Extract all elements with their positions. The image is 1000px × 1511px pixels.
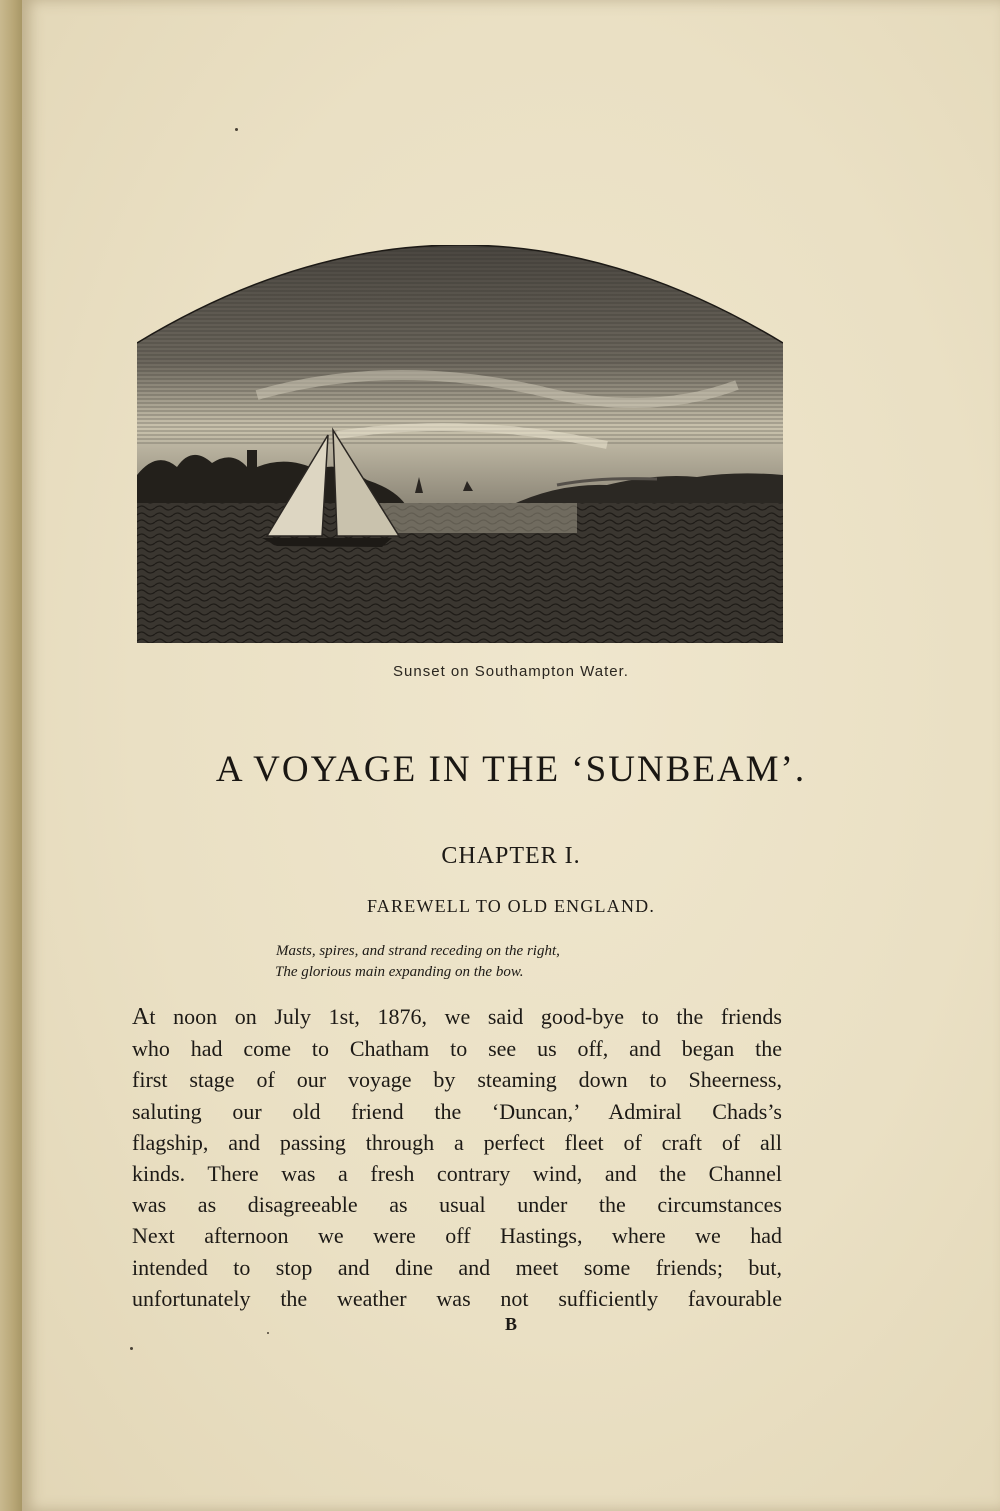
book-title: A VOYAGE IN THE ‘SUNBEAM’. (215, 749, 807, 790)
paper-speck (235, 128, 238, 131)
body-line: saluting our old friend the ‘Duncan,’ Admiral Chads’s (132, 1098, 782, 1124)
body-line: unfortunately the weather was not sufficiently favourable (132, 1285, 782, 1311)
body-line: first stage of our voyage by steaming down to Sheerness, (132, 1067, 782, 1093)
body-line: Next afternoon we were off Hastings, where we had (132, 1223, 782, 1249)
chapter-subtitle: FAREWELL TO OLD ENGLAND. (366, 896, 656, 916)
body-paragraph (132, 1001, 782, 1314)
body-line: flagship, and passing through a perfect fleet of craft of all (132, 1129, 782, 1155)
paper-speck (130, 1347, 133, 1350)
illustration-caption: Sunset on Southampton Water. (393, 663, 629, 680)
chapter-heading: CHAPTER I. (441, 843, 581, 869)
epigraph (276, 941, 560, 983)
engraving-illustration (137, 245, 783, 643)
book-gutter-edge (0, 0, 22, 1511)
body-line: At noon on July 1st, 1876, we said good-bye to the friends (132, 1004, 782, 1030)
signature-mark: B (504, 1314, 517, 1334)
body-line: kinds. There was a fresh contrary wind, and the Channel (132, 1161, 782, 1187)
body-line: was as disagreeable as usual under the circumstances (132, 1192, 782, 1218)
epigraph-line: Masts, spires, and strand receding on the right, (276, 943, 560, 959)
body-line: who had come to Chatham to see us off, and began the (132, 1036, 782, 1062)
body-line: intended to stop and dine and meet some friends; but, (132, 1254, 782, 1280)
epigraph-line: The glorious main expanding on the bow. (275, 964, 524, 980)
paper-speck (267, 1332, 269, 1334)
book-page (22, 0, 1000, 1511)
